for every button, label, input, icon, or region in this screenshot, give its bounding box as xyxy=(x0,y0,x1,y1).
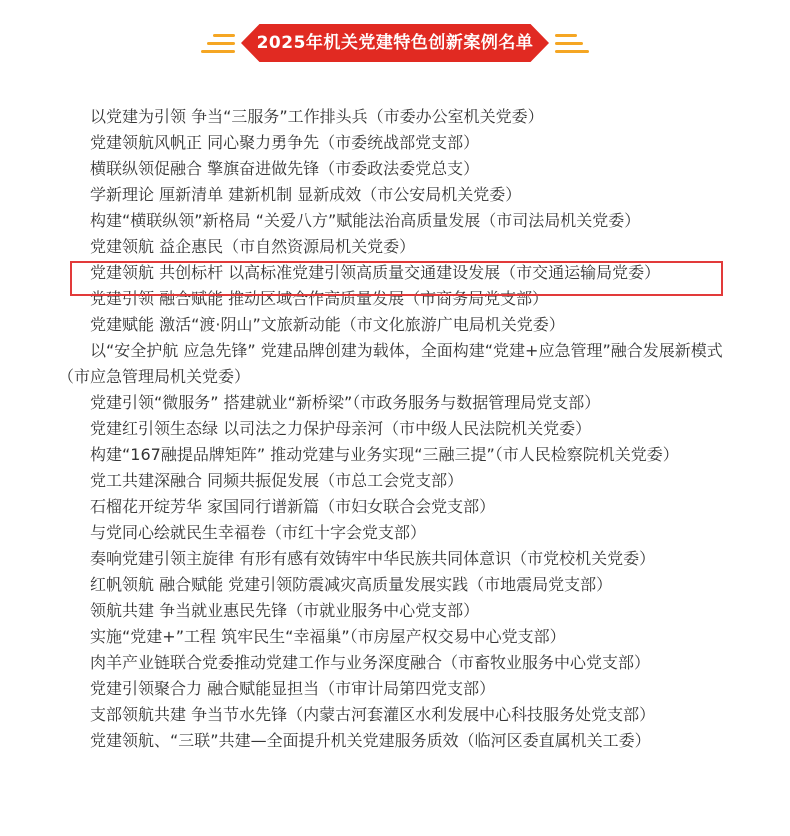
title-banner xyxy=(199,22,591,66)
list-item: 党建赋能 激活“渡·阴山”文旅新动能（市文化旅游广电局机关党委） xyxy=(90,315,565,334)
list-item: 领航共建 争当就业惠民先锋（市就业服务中心党支部） xyxy=(90,601,480,620)
list-item: 红帆领航 融合赋能 党建引领防震减灾高质量发展实践（市地震局党支部） xyxy=(90,575,613,594)
list-item: 横联纵领促融合 擎旗奋进做先锋（市委政法委党总支） xyxy=(90,159,480,178)
list-item-highlighted: 党建领航 共创标杆 以高标准党建引领高质量交通建设发展（市交通运输局党委） xyxy=(90,263,661,282)
banner-left-stripes-icon xyxy=(199,34,237,58)
list-item: 石榴花开绽芳华 家国同行谱新篇（市妇女联合会党支部） xyxy=(90,497,496,516)
list-item: 党建引领“微服务” 搭建就业“新桥梁”（市政务服务与数据管理局党支部） xyxy=(90,393,601,412)
page-title: 2025年机关党建特色创新案例名单 xyxy=(256,33,534,53)
banner-right-stripes-icon xyxy=(553,34,591,58)
list-item: 构建“横联纵领”新格局 “关爱八方”赋能法治高质量发展（市司法局机关党委） xyxy=(90,211,641,230)
list-item: 与党同心绘就民生幸福卷（市红十字会党支部） xyxy=(90,523,427,542)
list-item: 以党建为引领 争当“三服务”工作排头兵（市委办公室机关党委） xyxy=(90,107,544,126)
list-item: 实施“党建+”工程 筑牢民生“幸福巢”（市房屋产权交易中心党支部） xyxy=(90,627,566,646)
list-item: 党建领航风帆正 同心聚力勇争先（市委统战部党支部） xyxy=(90,133,480,152)
list-item: 支部领航共建 争当节水先锋（内蒙古河套灌区水利发展中心科技服务处党支部） xyxy=(90,705,656,724)
list-item: 党建引领聚合力 融合赋能显担当（市审计局第四党支部） xyxy=(90,679,496,698)
list-item: 党工共建深融合 同频共振促发展（市总工会党支部） xyxy=(90,471,464,490)
case-list xyxy=(58,104,742,754)
list-item: 肉羊产业链联合党委推动党建工作与业务深度融合（市畜牧业服务中心党支部） xyxy=(90,653,651,672)
list-item: 党建领航、“三联”共建—全面提升机关党建服务质效（临河区委直属机关工委） xyxy=(90,731,651,750)
list-item: 学新理论 厘新清单 建新机制 显新成效（市公安局机关党委） xyxy=(90,185,522,204)
list-item: 党建领航 益企惠民（市自然资源局机关党委） xyxy=(90,237,416,256)
list-item: 构建“167融提品牌矩阵” 推动党建与业务实现“三融三提”（市人民检察院机关党委） xyxy=(90,445,679,464)
list-item: 党建引领 融合赋能 推动区域合作高质量发展（市商务局党支部） xyxy=(90,289,549,308)
list-item: 以“安全护航 应急先锋” 党建品牌创建为载体，全面构建“党建+应急管理”融合发展新模式（市应急管理局机关党委） xyxy=(58,341,723,386)
list-item: 奏响党建引领主旋律 有形有感有效铸牢中华民族共同体意识（市党校机关党委） xyxy=(90,549,656,568)
list-item: 党建红引领生态绿 以司法之力保护母亲河（市中级人民法院机关党委） xyxy=(90,419,592,438)
